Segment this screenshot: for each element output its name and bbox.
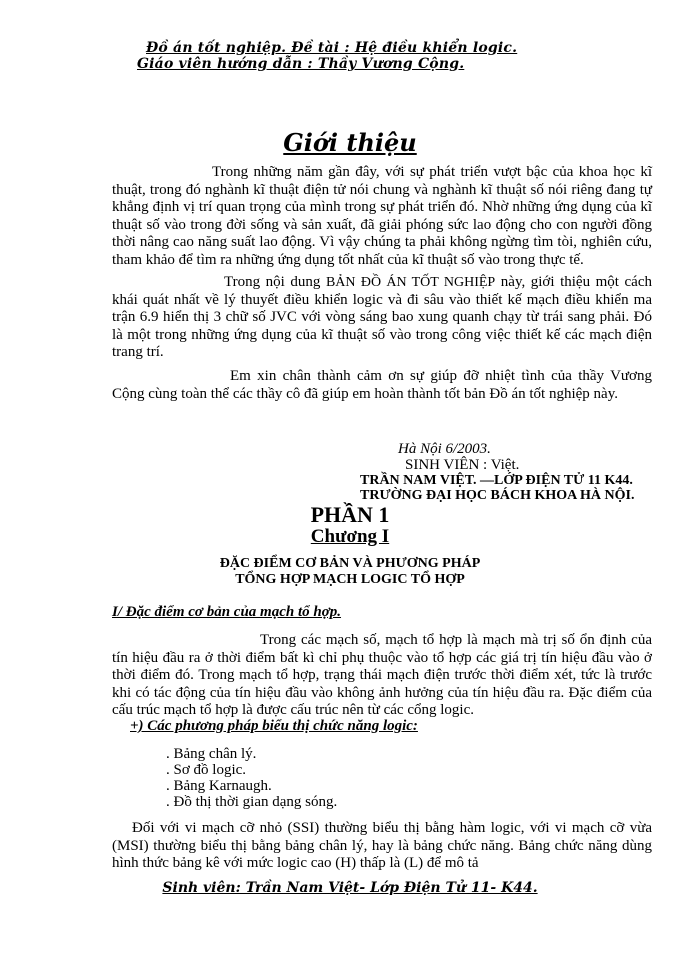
section-title-line-1: ĐẶC ĐIỂM CƠ BẢN VÀ PHƯƠNG PHÁP: [219, 556, 481, 571]
intro-title: Giới thiệu: [283, 128, 417, 157]
section-title-line-2: TỔNG HỢP MẠCH LOGIC TỔ HỢP: [235, 572, 465, 587]
methods-list: [166, 746, 337, 810]
methods-heading: +) Các phương pháp biểu thị chức năng logic:: [130, 718, 418, 734]
signature-name: TRẦN NAM VIỆT. —LỚP ĐIỆN TỬ 11 K44.: [360, 473, 633, 488]
part-title: PHẦN 1: [310, 502, 390, 527]
signature-school: TRƯỜNG ĐẠI HỌC BÁCH KHOA HÀ NỘI.: [360, 488, 635, 503]
header-advisor-line: Giáo viên hướng dẫn : Thầy Vương Cộng.: [137, 56, 465, 72]
list-item: . Bảng chân lý.: [166, 746, 257, 762]
section-paragraph-1: Trong các mạch số, mạch tổ hợp là mạch mà trị số ổn định của tín hiệu đầu ra ở thời điểm bất kì chỉ phụ thuộc vào tổ hợp các giá trị tín hiệu đầu vào ở thời điểm đó. Trong mạch tổ hợp, trạng thái mạch điện trước thời điểm xét, tức là trước khi có tác động của tín hiệu đầu vào không ảnh hưởng của tín hiệu đầu ra. Đặc điểm của cấu trúc mạch tổ hợp là được cấu trúc nên từ các cổng logic.: [112, 632, 652, 718]
list-item: . Bảng Karnaugh.: [166, 778, 272, 794]
intro-paragraph-1: Trong những năm gần đây, với sự phát triển vượt bậc của khoa học kĩ thuật, trong đó nghành kĩ thuật điện tử nói chung và nghành kĩ thuật số nói riêng đang tự khẳng định vị trí quan trọng của mình trong sự phát triển đó. Nhờ những ứng dụng của kĩ thuật số vào trong đời sống và sản xuất, đã giải phóng sức lao động cho con người đồng thời nâng cao năng suất lao động. Vì vậy chúng ta phải không ngừng tìm tòi, nghiên cứu, tham khảo để tìm ra những ứng dụng tốt nhất của kĩ thuật số vào trong thực tế.: [112, 164, 652, 268]
chapter-title: Chương I: [310, 526, 390, 547]
thesis-name: BẢN ĐỒ ÁN TỐT NGHIỆP: [325, 275, 496, 290]
signature-place-date: Hà Nội 6/2003.: [398, 441, 491, 457]
header-thesis-line: Đồ án tốt nghiệp. Đề tài : Hệ điều khiển logic.: [146, 40, 518, 56]
section-paragraph-2: Đối với vi mạch cỡ nhỏ (SSI) thường biểu thị bằng hàm logic, với vi mạch cỡ vừa (MSI) thường biểu thị bằng bảng chân lý, hay là bảng chức năng. Bảng chức năng dùng hình thức bảng kê với mức logic cao (H) thấp là (L) để mô tả: [112, 820, 652, 871]
intro-paragraph-2: Trong nội dung BẢN ĐỒ ÁN TỐT NGHIỆP này, giới thiệu một cách khái quát nhất về lý thuyết điều khiển logic và đi sâu vào thiết kế mạch điều khiển ma trận 6.9 hiển thị 3 chữ số JVC với vòng sáng bao xung quanh chạy từ trái sang phải. Đó là một trong những ứng dụng của kĩ thuật số vào trong công việc thiết kế các mạch điện trang trí.: [112, 274, 652, 360]
page-footer: Sinh viên: Trần Nam Việt- Lớp Điện Tử 11- K44.: [162, 880, 538, 896]
list-item: . Sơ đồ logic.: [166, 762, 247, 778]
section-heading: I/ Đặc điểm cơ bản của mạch tổ hợp.: [112, 604, 342, 620]
signature-student: SINH VIÊN : Việt.: [405, 457, 520, 473]
intro-paragraph-3: Em xin chân thành cảm ơn sự giúp đỡ nhiệt tình của thầy Vương Cộng cùng toàn thể các thầy cô đã giúp em hoàn thành tốt bản Đồ án tốt nghiệp này.: [112, 368, 652, 402]
list-item: . Đồ thị thời gian dạng sóng.: [166, 794, 338, 810]
